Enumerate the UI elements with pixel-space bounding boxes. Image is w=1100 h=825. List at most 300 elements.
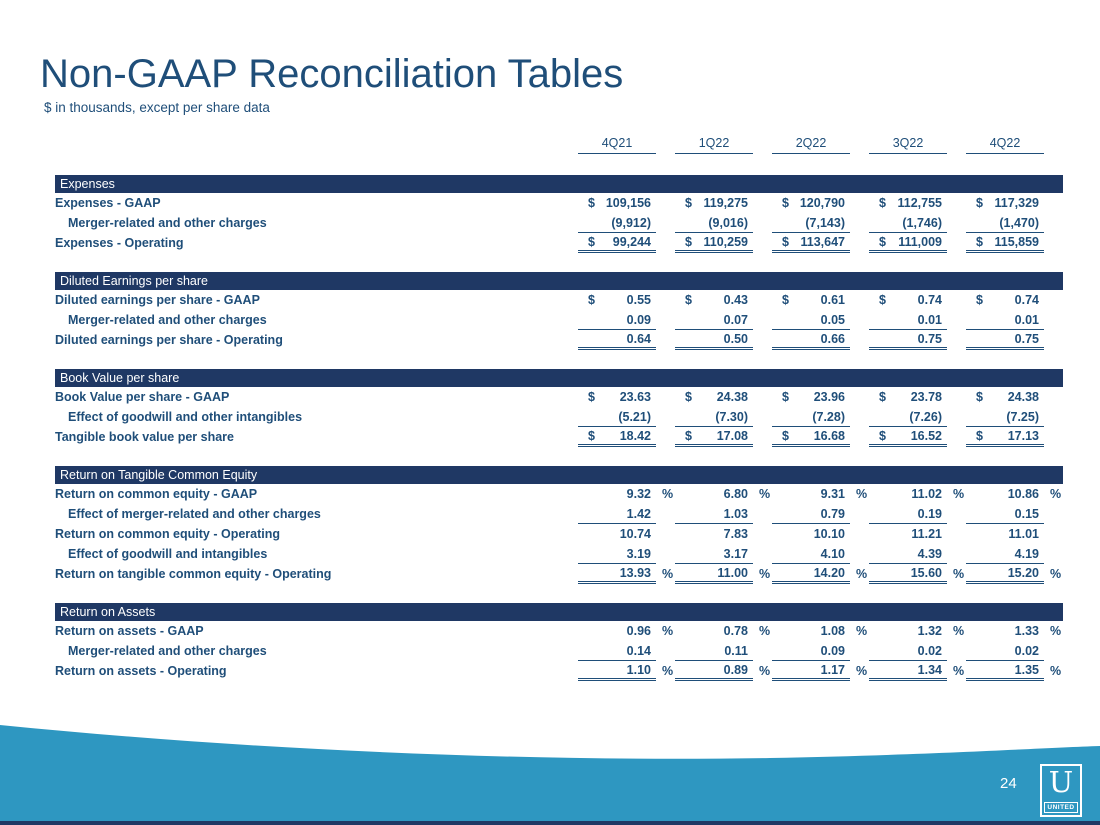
- percent-sign: [947, 641, 966, 661]
- value-cell: [869, 661, 947, 681]
- value-cell: [772, 484, 850, 504]
- cell-value: 11.00: [717, 565, 748, 580]
- dollar-sign: $: [588, 234, 595, 249]
- value-cell: [869, 484, 947, 504]
- cell-value: 23.78: [910, 390, 942, 404]
- cell-value: 23.63: [619, 390, 651, 404]
- table-row: [55, 213, 1063, 233]
- value-cell: [675, 193, 753, 213]
- dollar-sign: $: [879, 293, 886, 307]
- cell-value: 115,859: [994, 234, 1039, 249]
- percent-sign: [850, 233, 869, 253]
- cell-value: 113,647: [800, 234, 845, 249]
- percent-sign: [850, 544, 869, 564]
- value-cell: [966, 544, 1044, 564]
- percent-sign: %: [953, 567, 965, 581]
- dollar-sign: $: [685, 196, 692, 210]
- cell-value: 0.05: [820, 312, 845, 327]
- dollar-sign: $: [976, 293, 983, 307]
- cell-value: 111,009: [898, 234, 942, 249]
- cell-value: 0.79: [820, 506, 845, 521]
- value-cell: [772, 564, 850, 584]
- percent-sign: [947, 213, 966, 233]
- dollar-sign: $: [685, 390, 692, 404]
- cell-value: 9.32: [626, 487, 651, 501]
- logo-letter: U: [1048, 765, 1074, 799]
- row-label: Expenses - Operating: [55, 236, 184, 250]
- cell-value: 16.52: [910, 428, 942, 443]
- section-header: Expenses: [55, 175, 1063, 193]
- cell-value: 1.35: [1014, 662, 1039, 677]
- percent-sign: [850, 524, 869, 544]
- table-section: [55, 369, 1063, 447]
- value-cell: [772, 213, 850, 233]
- value-cell: [772, 661, 850, 681]
- percent-sign: [850, 387, 869, 407]
- percent-sign: %: [1050, 567, 1062, 581]
- cell-value: 3.17: [723, 546, 748, 561]
- cell-value: (7.25): [1006, 409, 1039, 424]
- percent-sign: [1044, 641, 1063, 661]
- percent-sign: [656, 290, 675, 310]
- row-label: Book Value per share - GAAP: [55, 390, 230, 404]
- cell-value: 17.13: [1007, 428, 1039, 443]
- value-cell: [578, 407, 656, 427]
- cell-value: 7.83: [723, 527, 748, 541]
- cell-value: (9,016): [708, 215, 748, 230]
- table-row: [55, 641, 1063, 661]
- dollar-sign: $: [976, 196, 983, 210]
- section-header: Diluted Earnings per share: [55, 272, 1063, 290]
- dollar-sign: $: [685, 293, 692, 307]
- cell-value: 110,259: [703, 234, 748, 249]
- dollar-sign: $: [685, 234, 692, 249]
- value-cell: [772, 427, 850, 447]
- dollar-sign: $: [976, 390, 983, 404]
- value-cell: [675, 330, 753, 350]
- value-cell: [772, 310, 850, 330]
- percent-sign: [1044, 387, 1063, 407]
- value-cell: [869, 504, 947, 524]
- dollar-sign: $: [782, 234, 789, 249]
- cell-value: 3.19: [626, 546, 651, 561]
- value-cell: [578, 310, 656, 330]
- table-section: [55, 175, 1063, 253]
- row-label: Effect of goodwill and other intangibles: [68, 410, 303, 424]
- percent-sign: %: [1050, 664, 1062, 678]
- value-cell: [675, 233, 753, 253]
- cell-value: 10.86: [1007, 487, 1039, 501]
- percent-sign: %: [1050, 487, 1062, 501]
- percent-sign: [1044, 504, 1063, 524]
- cell-value: 0.61: [820, 293, 845, 307]
- united-bank-logo: [1040, 764, 1082, 817]
- cell-value: 6.80: [723, 487, 748, 501]
- cell-value: (5.21): [618, 409, 651, 424]
- column-header-3q22: 3Q22: [869, 136, 947, 154]
- page-number: 24: [1000, 775, 1017, 792]
- row-label: Return on assets - Operating: [55, 664, 227, 678]
- table-row: [55, 387, 1063, 407]
- percent-sign: [947, 310, 966, 330]
- value-cell: [578, 544, 656, 564]
- cell-value: 117,329: [994, 196, 1039, 210]
- dollar-sign: $: [782, 428, 789, 443]
- cell-value: 4.19: [1014, 546, 1039, 561]
- percent-sign: [947, 330, 966, 350]
- value-cell: [578, 427, 656, 447]
- cell-value: 112,755: [897, 196, 942, 210]
- value-cell: [578, 290, 656, 310]
- cell-value: 1.33: [1014, 624, 1039, 638]
- percent-sign: [1044, 544, 1063, 564]
- percent-sign: [656, 427, 675, 447]
- value-cell: [772, 524, 850, 544]
- value-cell: [966, 290, 1044, 310]
- value-cell: [578, 641, 656, 661]
- percent-sign: %: [759, 664, 771, 678]
- dollar-sign: $: [588, 293, 595, 307]
- value-cell: [869, 564, 947, 584]
- cell-value: 0.15: [1014, 506, 1039, 521]
- percent-sign: [753, 504, 772, 524]
- cell-value: 1.08: [820, 624, 845, 638]
- value-cell: [675, 641, 753, 661]
- cell-value: 11.01: [1008, 527, 1039, 541]
- dollar-sign: $: [879, 428, 886, 443]
- cell-value: 0.19: [917, 506, 942, 521]
- cell-value: 18.42: [619, 428, 651, 443]
- column-header-4q21: 4Q21: [578, 136, 656, 154]
- percent-sign: %: [856, 624, 868, 638]
- table-row: [55, 330, 1063, 350]
- value-cell: [966, 661, 1044, 681]
- table-row: [55, 427, 1063, 447]
- row-label: Expenses - GAAP: [55, 196, 161, 210]
- value-cell: [675, 621, 753, 641]
- cell-value: 0.07: [723, 312, 748, 327]
- percent-sign: %: [1050, 624, 1062, 638]
- value-cell: [772, 330, 850, 350]
- value-cell: [869, 310, 947, 330]
- cell-value: 0.02: [917, 643, 942, 658]
- dollar-sign: $: [976, 234, 983, 249]
- dollar-sign: $: [782, 293, 789, 307]
- percent-sign: %: [662, 624, 674, 638]
- row-label: Return on assets - GAAP: [55, 624, 204, 638]
- percent-sign: [850, 427, 869, 447]
- percent-sign: [850, 193, 869, 213]
- percent-sign: %: [759, 567, 771, 581]
- percent-sign: [753, 544, 772, 564]
- percent-sign: [753, 310, 772, 330]
- percent-sign: [753, 407, 772, 427]
- value-cell: [772, 544, 850, 564]
- table-section: [55, 466, 1063, 584]
- table-section: [55, 603, 1063, 681]
- value-cell: [772, 233, 850, 253]
- percent-sign: [656, 407, 675, 427]
- percent-sign: [753, 427, 772, 447]
- percent-sign: [947, 387, 966, 407]
- cell-value: 0.01: [1014, 312, 1039, 327]
- value-cell: [675, 213, 753, 233]
- row-label: Diluted earnings per share - GAAP: [55, 293, 260, 307]
- value-cell: [772, 504, 850, 524]
- logo-wordmark: UNITED: [1044, 802, 1078, 813]
- percent-sign: [753, 524, 772, 544]
- value-cell: [772, 290, 850, 310]
- cell-value: 0.14: [626, 643, 651, 658]
- cell-value: (1,746): [902, 215, 942, 230]
- percent-sign: %: [662, 664, 674, 678]
- value-cell: [966, 504, 1044, 524]
- cell-value: 11.21: [911, 527, 942, 541]
- percent-sign: [850, 330, 869, 350]
- value-cell: [869, 407, 947, 427]
- cell-value: 4.10: [820, 546, 845, 561]
- cell-value: 16.68: [813, 428, 845, 443]
- percent-sign: %: [856, 567, 868, 581]
- percent-sign: [1044, 524, 1063, 544]
- value-cell: [675, 387, 753, 407]
- value-cell: [578, 504, 656, 524]
- table-row: [55, 524, 1063, 544]
- percent-sign: [947, 544, 966, 564]
- percent-sign: %: [953, 487, 965, 501]
- value-cell: [869, 524, 947, 544]
- value-cell: [966, 641, 1044, 661]
- row-label: Return on common equity - GAAP: [55, 487, 258, 501]
- cell-value: 0.50: [723, 331, 748, 346]
- percent-sign: [947, 524, 966, 544]
- percent-sign: %: [759, 624, 771, 638]
- cell-value: 99,244: [612, 234, 651, 249]
- value-cell: [578, 233, 656, 253]
- percent-sign: [947, 290, 966, 310]
- footer-wave: [0, 715, 1100, 825]
- percent-sign: [1044, 193, 1063, 213]
- cell-value: 0.75: [917, 331, 942, 346]
- percent-sign: [656, 504, 675, 524]
- table-row: [55, 233, 1063, 253]
- percent-sign: [1044, 290, 1063, 310]
- percent-sign: %: [856, 664, 868, 678]
- percent-sign: [753, 641, 772, 661]
- percent-sign: [656, 641, 675, 661]
- cell-value: (9,912): [611, 215, 651, 230]
- cell-value: 0.75: [1014, 331, 1039, 346]
- value-cell: [578, 661, 656, 681]
- percent-sign: [1044, 310, 1063, 330]
- percent-sign: [850, 407, 869, 427]
- value-cell: [675, 310, 753, 330]
- percent-sign: [1044, 233, 1063, 253]
- cell-value: 10.10: [813, 527, 845, 541]
- cell-value: 24.38: [1007, 390, 1039, 404]
- value-cell: [675, 290, 753, 310]
- cell-value: 120,790: [799, 196, 845, 210]
- table-row: [55, 621, 1063, 641]
- row-label: Tangible book value per share: [55, 430, 234, 444]
- page-title: Non-GAAP Reconciliation Tables: [40, 52, 624, 96]
- table-section: [55, 272, 1063, 350]
- percent-sign: [1044, 330, 1063, 350]
- cell-value: 0.02: [1014, 643, 1039, 658]
- value-cell: [675, 504, 753, 524]
- value-cell: [966, 564, 1044, 584]
- section-header: Return on Assets: [55, 603, 1063, 621]
- value-cell: [966, 524, 1044, 544]
- cell-value: 1.10: [626, 662, 651, 677]
- cell-value: (7,143): [805, 215, 845, 230]
- dollar-sign: $: [588, 390, 595, 404]
- percent-sign: [947, 193, 966, 213]
- value-cell: [966, 484, 1044, 504]
- value-cell: [869, 193, 947, 213]
- table-row: [55, 661, 1063, 681]
- percent-sign: [947, 233, 966, 253]
- percent-sign: [753, 387, 772, 407]
- cell-value: 1.34: [917, 662, 942, 677]
- dollar-sign: $: [879, 234, 886, 249]
- cell-value: 13.93: [619, 565, 651, 580]
- reconciliation-table: [55, 175, 1063, 700]
- value-cell: [869, 233, 947, 253]
- dollar-sign: $: [588, 428, 595, 443]
- cell-value: 1.03: [723, 506, 748, 521]
- dollar-sign: $: [588, 196, 595, 210]
- column-header-row: [55, 136, 1063, 154]
- percent-sign: %: [662, 567, 674, 581]
- dollar-sign: $: [685, 428, 692, 443]
- percent-sign: %: [953, 624, 965, 638]
- cell-value: (7.30): [715, 409, 748, 424]
- cell-value: 1.17: [820, 662, 845, 677]
- value-cell: [675, 427, 753, 447]
- cell-value: 0.09: [626, 312, 651, 327]
- value-cell: [578, 621, 656, 641]
- dollar-sign: $: [879, 390, 886, 404]
- percent-sign: %: [856, 487, 868, 501]
- table-row: [55, 544, 1063, 564]
- cell-value: 0.89: [723, 662, 748, 677]
- percent-sign: [1044, 427, 1063, 447]
- value-cell: [966, 387, 1044, 407]
- value-cell: [772, 641, 850, 661]
- value-cell: [578, 193, 656, 213]
- value-cell: [675, 564, 753, 584]
- percent-sign: %: [759, 487, 771, 501]
- table-row: [55, 484, 1063, 504]
- value-cell: [578, 387, 656, 407]
- row-label: Merger-related and other charges: [68, 216, 267, 230]
- column-header-4q22: 4Q22: [966, 136, 1044, 154]
- percent-sign: [850, 504, 869, 524]
- value-cell: [869, 290, 947, 310]
- value-cell: [966, 213, 1044, 233]
- table-row: [55, 504, 1063, 524]
- section-header: Return on Tangible Common Equity: [55, 466, 1063, 484]
- percent-sign: [753, 213, 772, 233]
- value-cell: [675, 484, 753, 504]
- value-cell: [869, 213, 947, 233]
- table-row: [55, 193, 1063, 213]
- page-subtitle: $ in thousands, except per share data: [44, 100, 270, 115]
- percent-sign: [753, 233, 772, 253]
- value-cell: [675, 524, 753, 544]
- cell-value: 0.01: [917, 312, 942, 327]
- cell-value: (7.28): [812, 409, 845, 424]
- percent-sign: [1044, 213, 1063, 233]
- value-cell: [869, 641, 947, 661]
- value-cell: [675, 407, 753, 427]
- cell-value: 14.20: [813, 565, 845, 580]
- row-label: Merger-related and other charges: [68, 644, 267, 658]
- cell-value: (1,470): [999, 215, 1039, 230]
- value-cell: [966, 330, 1044, 350]
- value-cell: [869, 544, 947, 564]
- cell-value: 15.20: [1007, 565, 1039, 580]
- cell-value: 24.38: [716, 390, 748, 404]
- column-header-2q22: 2Q22: [772, 136, 850, 154]
- value-cell: [966, 310, 1044, 330]
- dollar-sign: $: [879, 196, 886, 210]
- table-row: [55, 407, 1063, 427]
- percent-sign: [656, 330, 675, 350]
- cell-value: 10.74: [619, 527, 651, 541]
- cell-value: 0.96: [626, 624, 651, 638]
- percent-sign: [1044, 407, 1063, 427]
- value-cell: [578, 213, 656, 233]
- percent-sign: [947, 427, 966, 447]
- percent-sign: [850, 290, 869, 310]
- value-cell: [772, 193, 850, 213]
- value-cell: [966, 193, 1044, 213]
- cell-value: 1.32: [917, 624, 942, 638]
- cell-value: 4.39: [917, 546, 942, 561]
- table-row: [55, 290, 1063, 310]
- row-label: Return on common equity - Operating: [55, 527, 281, 541]
- value-cell: [869, 621, 947, 641]
- cell-value: 0.43: [723, 293, 748, 307]
- value-cell: [966, 407, 1044, 427]
- percent-sign: [850, 213, 869, 233]
- table-row: [55, 564, 1063, 584]
- table-row: [55, 310, 1063, 330]
- percent-sign: [753, 290, 772, 310]
- value-cell: [675, 544, 753, 564]
- value-cell: [578, 484, 656, 504]
- value-cell: [772, 621, 850, 641]
- value-cell: [578, 524, 656, 544]
- value-cell: [772, 407, 850, 427]
- dollar-sign: $: [782, 196, 789, 210]
- cell-value: 0.55: [626, 293, 651, 307]
- cell-value: 9.31: [820, 487, 845, 501]
- value-cell: [869, 427, 947, 447]
- percent-sign: %: [953, 664, 965, 678]
- dollar-sign: $: [782, 390, 789, 404]
- percent-sign: [753, 330, 772, 350]
- cell-value: 0.74: [1014, 293, 1039, 307]
- percent-sign: [947, 407, 966, 427]
- row-label: Effect of goodwill and intangibles: [68, 547, 268, 561]
- cell-value: 11.02: [911, 487, 942, 501]
- cell-value: (7.26): [909, 409, 942, 424]
- dollar-sign: $: [976, 428, 983, 443]
- cell-value: 0.78: [723, 624, 748, 638]
